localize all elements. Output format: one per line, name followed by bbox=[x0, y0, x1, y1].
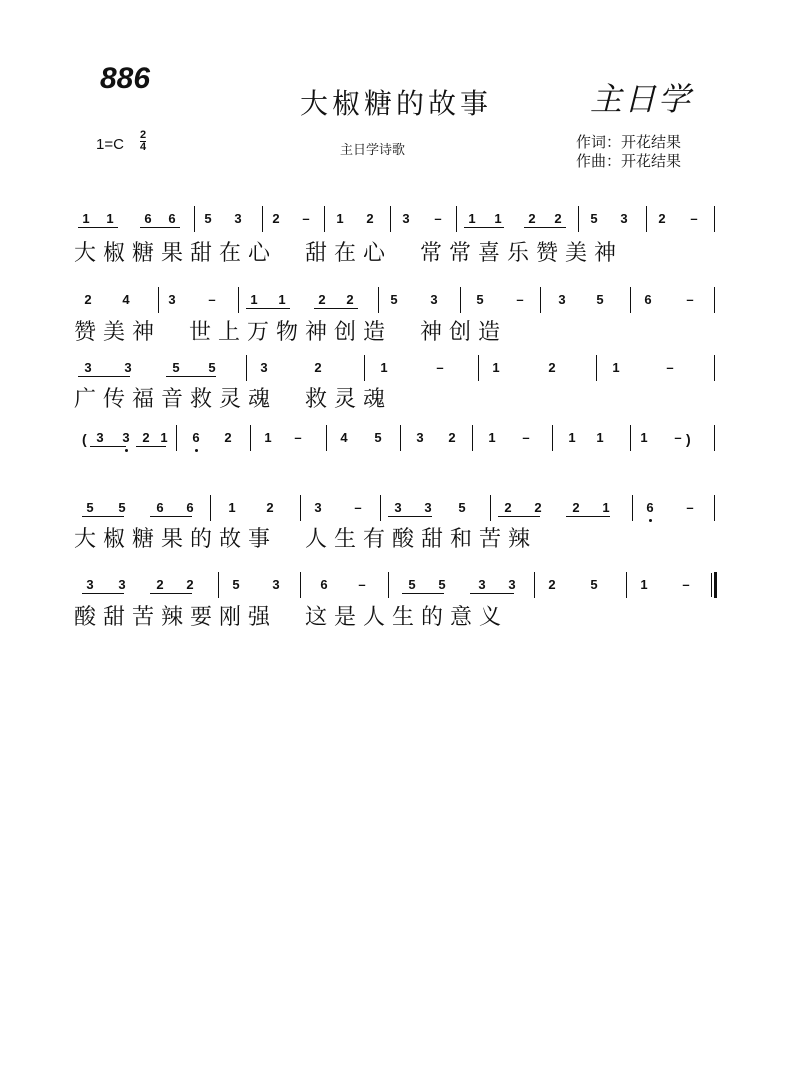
bar-line bbox=[400, 425, 401, 451]
lyrics-line: 酸甜苦辣要刚强 这是人生的意义 bbox=[74, 605, 508, 630]
note: – bbox=[686, 292, 694, 307]
note: 3 bbox=[620, 211, 628, 226]
note: 2 bbox=[272, 211, 280, 226]
note: 1 bbox=[640, 430, 648, 445]
note: 3 bbox=[416, 430, 424, 445]
note: 2 bbox=[366, 211, 374, 226]
bar-line bbox=[218, 572, 219, 598]
note: 6 bbox=[644, 292, 652, 307]
note: 1 bbox=[278, 292, 286, 307]
lyricist-credit: 作词：开花结果 bbox=[576, 133, 682, 151]
bar-line bbox=[540, 287, 541, 313]
note: 3 bbox=[124, 360, 132, 375]
note: 2 bbox=[224, 430, 232, 445]
note: 6 bbox=[192, 430, 200, 445]
note: 5 bbox=[390, 292, 398, 307]
note: 5 bbox=[232, 577, 240, 592]
beam bbox=[82, 516, 124, 517]
note: 3 bbox=[272, 577, 280, 592]
bar-line bbox=[472, 425, 473, 451]
lyrics-line: 广传福音救灵魂 救灵魂 bbox=[74, 387, 392, 412]
note: 2 bbox=[548, 577, 556, 592]
bar-line bbox=[388, 572, 389, 598]
note: 3 bbox=[478, 577, 486, 592]
note: 2 bbox=[314, 360, 322, 375]
bar-line bbox=[714, 206, 715, 232]
note: 3 bbox=[430, 292, 438, 307]
beam bbox=[246, 308, 290, 309]
lower-octave-dot bbox=[195, 449, 198, 452]
note: 5 bbox=[118, 500, 126, 515]
note: – bbox=[666, 360, 674, 375]
bar-line bbox=[250, 425, 251, 451]
beam bbox=[140, 227, 180, 228]
note: 2 bbox=[548, 360, 556, 375]
note: 4 bbox=[122, 292, 130, 307]
note: 1 bbox=[602, 500, 610, 515]
bar-line bbox=[626, 572, 627, 598]
bar-line bbox=[714, 425, 715, 451]
lower-octave-dot bbox=[125, 449, 128, 452]
note: 1 bbox=[82, 211, 90, 226]
note: 2 bbox=[266, 500, 274, 515]
note: 5 bbox=[408, 577, 416, 592]
bar-line bbox=[490, 495, 491, 521]
bar-line bbox=[478, 355, 479, 381]
note: 5 bbox=[374, 430, 382, 445]
note: – bbox=[302, 211, 310, 226]
beam bbox=[90, 446, 126, 447]
note: 5 bbox=[590, 211, 598, 226]
note: 1 bbox=[494, 211, 502, 226]
note: 1 bbox=[568, 430, 576, 445]
beam bbox=[166, 376, 216, 377]
note: 6 bbox=[156, 500, 164, 515]
note: 3 bbox=[314, 500, 322, 515]
beam bbox=[136, 446, 166, 447]
note: 2 bbox=[318, 292, 326, 307]
note: 3 bbox=[96, 430, 104, 445]
bar-line bbox=[632, 495, 633, 521]
song-number: 886 bbox=[100, 62, 151, 95]
note: – bbox=[686, 500, 694, 515]
note: – bbox=[208, 292, 216, 307]
bar-line bbox=[630, 425, 631, 451]
bar-line bbox=[646, 206, 647, 232]
bar-line bbox=[630, 287, 631, 313]
note: – bbox=[522, 430, 530, 445]
note: 3 bbox=[122, 430, 130, 445]
bar-line bbox=[210, 495, 211, 521]
bar-line bbox=[578, 206, 579, 232]
lyrics-line: 大椒糖果的故事 人生有酸甜和苦辣 bbox=[74, 527, 537, 552]
note: – bbox=[354, 500, 362, 515]
time-signature-top: 2 bbox=[140, 129, 147, 141]
note: – bbox=[674, 430, 682, 445]
note: 2 bbox=[504, 500, 512, 515]
note: 5 bbox=[476, 292, 484, 307]
song-title: 大椒糖的故事 bbox=[300, 87, 493, 120]
note: 1 bbox=[596, 430, 604, 445]
note: 3 bbox=[508, 577, 516, 592]
bar-line bbox=[378, 287, 379, 313]
bar-line bbox=[456, 206, 457, 232]
beam bbox=[566, 516, 610, 517]
note: – bbox=[358, 577, 366, 592]
bar-line bbox=[390, 206, 391, 232]
note: 2 bbox=[156, 577, 164, 592]
note: 5 bbox=[458, 500, 466, 515]
note: 3 bbox=[402, 211, 410, 226]
note: 2 bbox=[534, 500, 542, 515]
bar-line bbox=[246, 355, 247, 381]
note: – bbox=[516, 292, 524, 307]
note: 1 bbox=[488, 430, 496, 445]
bar-line bbox=[380, 495, 381, 521]
bar-line bbox=[300, 572, 301, 598]
note: – bbox=[436, 360, 444, 375]
beam bbox=[524, 227, 566, 228]
bar-line bbox=[714, 355, 715, 381]
note: 3 bbox=[558, 292, 566, 307]
note: 2 bbox=[84, 292, 92, 307]
beam bbox=[150, 593, 192, 594]
note: 1 bbox=[468, 211, 476, 226]
note: 6 bbox=[646, 500, 654, 515]
note: 4 bbox=[340, 430, 348, 445]
beam bbox=[150, 516, 192, 517]
bar-line bbox=[714, 495, 715, 521]
beam bbox=[402, 593, 444, 594]
note: 3 bbox=[424, 500, 432, 515]
beam bbox=[470, 593, 514, 594]
note: – bbox=[434, 211, 442, 226]
note: – bbox=[294, 430, 302, 445]
bar-line bbox=[300, 495, 301, 521]
note: – bbox=[690, 211, 698, 226]
note: 1 bbox=[640, 577, 648, 592]
note: 2 bbox=[554, 211, 562, 226]
beam bbox=[78, 227, 118, 228]
beam bbox=[464, 227, 504, 228]
note: 5 bbox=[596, 292, 604, 307]
note: 3 bbox=[394, 500, 402, 515]
note: 6 bbox=[144, 211, 152, 226]
lyrics-line: 大椒糖果甜在心 甜在心 常常喜乐赞美神 bbox=[74, 241, 623, 266]
beam bbox=[498, 516, 540, 517]
note: 1 bbox=[106, 211, 114, 226]
note: 5 bbox=[86, 500, 94, 515]
note: 3 bbox=[168, 292, 176, 307]
note: 5 bbox=[172, 360, 180, 375]
note: 5 bbox=[204, 211, 212, 226]
beam bbox=[78, 376, 130, 377]
bar-line bbox=[238, 287, 239, 313]
note: 5 bbox=[208, 360, 216, 375]
bar-line bbox=[714, 572, 717, 598]
bar-line bbox=[714, 287, 715, 313]
bar-line bbox=[262, 206, 263, 232]
note: ) bbox=[686, 431, 691, 447]
time-signature bbox=[140, 130, 146, 153]
beam bbox=[314, 308, 358, 309]
note: 1 bbox=[612, 360, 620, 375]
bar-line bbox=[534, 572, 535, 598]
note: 2 bbox=[572, 500, 580, 515]
bar-line bbox=[194, 206, 195, 232]
note: 2 bbox=[528, 211, 536, 226]
note: 1 bbox=[228, 500, 236, 515]
key-signature: 1=C bbox=[96, 136, 124, 153]
note: 3 bbox=[118, 577, 126, 592]
note: 2 bbox=[448, 430, 456, 445]
note: 2 bbox=[142, 430, 150, 445]
note: 3 bbox=[260, 360, 268, 375]
bar-line bbox=[326, 425, 327, 451]
note: 3 bbox=[84, 360, 92, 375]
beam bbox=[388, 516, 432, 517]
note: 1 bbox=[264, 430, 272, 445]
bar-line bbox=[158, 287, 159, 313]
bar-line bbox=[552, 425, 553, 451]
note: 1 bbox=[380, 360, 388, 375]
lyrics-line: 赞美神 世上万物神创造 神创造 bbox=[74, 320, 507, 345]
note: ( bbox=[82, 431, 87, 447]
note: 1 bbox=[250, 292, 258, 307]
subtitle: 主日学诗歌 bbox=[340, 143, 406, 158]
bar-line bbox=[176, 425, 177, 451]
time-signature-bottom: 4 bbox=[140, 141, 147, 153]
beam bbox=[82, 593, 124, 594]
bar-line bbox=[596, 355, 597, 381]
bar-line bbox=[324, 206, 325, 232]
note: 2 bbox=[186, 577, 194, 592]
bar-line bbox=[364, 355, 365, 381]
lower-octave-dot bbox=[649, 519, 652, 522]
note: 1 bbox=[492, 360, 500, 375]
note: 2 bbox=[658, 211, 666, 226]
note: 5 bbox=[438, 577, 446, 592]
bar-line bbox=[460, 287, 461, 313]
note: 6 bbox=[168, 211, 176, 226]
note: 2 bbox=[346, 292, 354, 307]
note: 3 bbox=[234, 211, 242, 226]
brand-label: 主日学 bbox=[590, 80, 693, 118]
composer-credit: 作曲：开花结果 bbox=[576, 152, 682, 170]
note: 1 bbox=[160, 430, 168, 445]
note: 6 bbox=[320, 577, 328, 592]
note: 3 bbox=[86, 577, 94, 592]
note: 6 bbox=[186, 500, 194, 515]
note: 1 bbox=[336, 211, 344, 226]
note: – bbox=[682, 577, 690, 592]
note: 5 bbox=[590, 577, 598, 592]
